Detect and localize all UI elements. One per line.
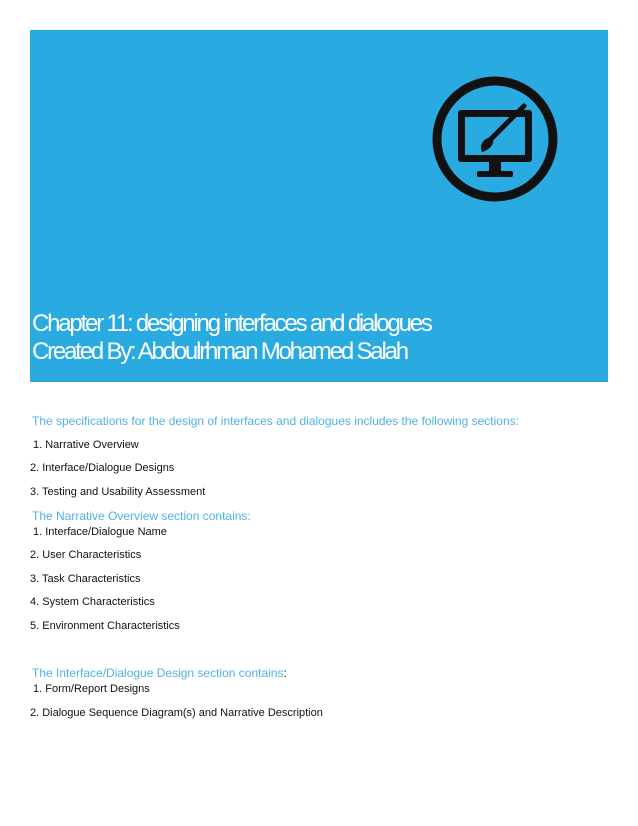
heading-colon: : xyxy=(283,666,287,680)
monitor-paintbrush-icon xyxy=(420,74,570,204)
list-item: 1. Form/Report Designs xyxy=(33,683,150,695)
title-line: Chapter 11: designing interfaces and dialogues xyxy=(32,310,431,337)
document-title xyxy=(32,310,431,366)
list-item: 4. System Characteristics xyxy=(30,596,155,608)
section-heading-narrative: The Narrative Overview section contains: xyxy=(32,509,251,523)
list-item: 2. Dialogue Sequence Diagram(s) and Narrative Description xyxy=(30,707,323,719)
list-item: 1. Narrative Overview xyxy=(33,439,139,451)
section-heading-design xyxy=(32,666,287,680)
section-heading-spec: The specifications for the design of interfaces and dialogues includes the following sections: xyxy=(32,414,519,428)
list-item: 5. Environment Characteristics xyxy=(30,620,180,632)
list-item: 2. User Characteristics xyxy=(30,549,142,561)
list-item: 3. Task Characteristics xyxy=(30,573,141,585)
list-item: 1. Interface/Dialogue Name xyxy=(33,526,167,538)
list-item: 3. Testing and Usability Assessment xyxy=(30,486,206,498)
section-heading-text: The Interface/Dialogue Design section contains xyxy=(32,666,284,680)
author-line: Created By: Abdoulrhman Mohamed Salah xyxy=(32,338,407,365)
cover-banner xyxy=(30,30,608,382)
list-item: 2. Interface/Dialogue Designs xyxy=(30,462,175,474)
